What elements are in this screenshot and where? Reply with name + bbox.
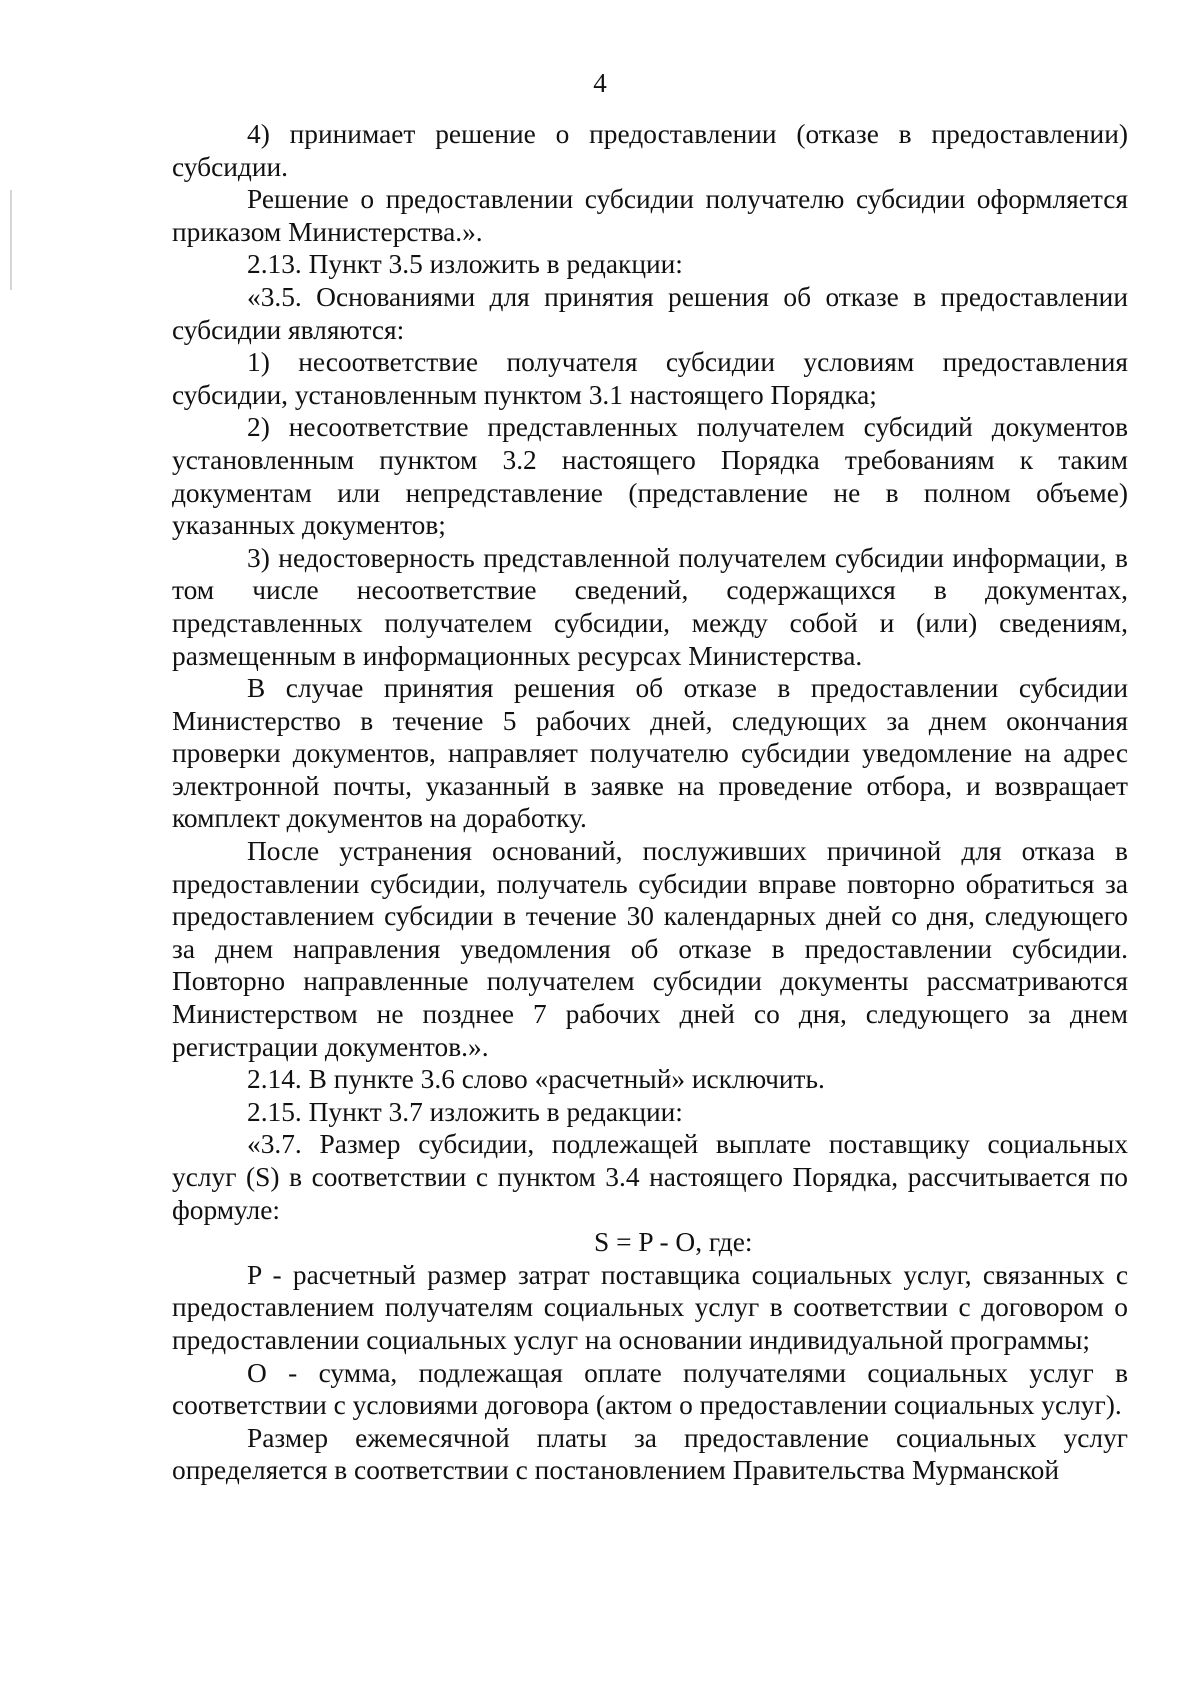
paragraph-2-13: 2.13. Пункт 3.5 изложить в редакции: bbox=[247, 249, 683, 280]
paragraph-o-definition: O - сумма, подлежащая оплате получателями социальных услуг в соответствии с условиями договора (актом о предоставлении социальных услуг). bbox=[172, 1357, 1128, 1421]
paragraph-2-14: 2.14. В пункте 3.6 слово «расчетный» исключить. bbox=[247, 1064, 825, 1095]
paragraph-monthly-fee: Размер ежемесячной платы за предоставление социальных услуг определяется в соответствии с постановлением Правительства Мурманской bbox=[172, 1422, 1128, 1486]
paragraph-item-4: 4) принимает решение о предоставлении (отказе в предоставлении) субсидии. bbox=[172, 119, 1128, 182]
paragraph-p-definition: P - расчетный размер затрат поставщика социальных услуг, связанных с предоставлением получателям социальных услуг в соответствии с договором о предоставлении социальных услуг на основании индивидуальной программы; bbox=[172, 1259, 1128, 1355]
scan-margin-mark bbox=[10, 190, 12, 290]
paragraph-refusal-notice: В случае принятия решения об отказе в предоставлении субсидии Министерство в течение 5 рабочих дней, следующих за днем окончания проверки документов, направляет получателю субсидии уведомление на адрес электронной почты, указанный в заявке на проведение отбора, и возвращает комплект документов на доработку. bbox=[172, 673, 1128, 834]
document-body bbox=[172, 118, 1128, 1487]
formula-line: S = P - O, где: bbox=[594, 1227, 753, 1258]
page-number: 4 bbox=[593, 68, 607, 98]
paragraph-2-15: 2.15. Пункт 3.7 изложить в редакции: bbox=[247, 1096, 683, 1127]
paragraph-3-5-item-3: 3) недостоверность представленной получателем субсидии информации, в том числе несоответствие сведений, содержащихся в документах, представленных получателем субсидии, между собой и (или) сведениям, размещенным в информационных ресурсах Министерства. bbox=[172, 542, 1128, 671]
paragraph-resubmission: После устранения оснований, послуживших причиной для отказа в предоставлении субсидии, получатель субсидии вправе повторно обратиться за предоставлением субсидии в течение 30 календарных дней со дня, следующего за днем направления уведомления об отказе в предоставлении субсидии. Повторно направленные получателем субсидии документы рассматриваются Министерством не позднее 7 рабочих дней со дня, следующего за днем регистрации документов.». bbox=[172, 836, 1128, 1062]
paragraph-decision-order: Решение о предоставлении субсидии получателю субсидии оформляется приказом Министерства.». bbox=[172, 184, 1128, 247]
paragraph-3-5-item-1: 1) несоответствие получателя субсидии условиям предоставления субсидии, установленным пунктом 3.1 настоящего Порядка; bbox=[172, 347, 1128, 410]
paragraph-3-5-item-2: 2) несоответствие представленных получателем субсидий документов установленным пунктом 3.2 настоящего Порядка требованиям к таким документам или непредставление (представление не в полном объеме) указанных документов; bbox=[172, 412, 1128, 541]
paragraph-3-7-intro: «3.7. Размер субсидии, подлежащей выплате поставщику социальных услуг (S) в соответствии с пунктом 3.4 настоящего Порядка, рассчитывается по формуле: bbox=[172, 1129, 1128, 1225]
paragraph-3-5-intro: «3.5. Основаниями для принятия решения об отказе в предоставлении субсидии являются: bbox=[172, 281, 1128, 345]
